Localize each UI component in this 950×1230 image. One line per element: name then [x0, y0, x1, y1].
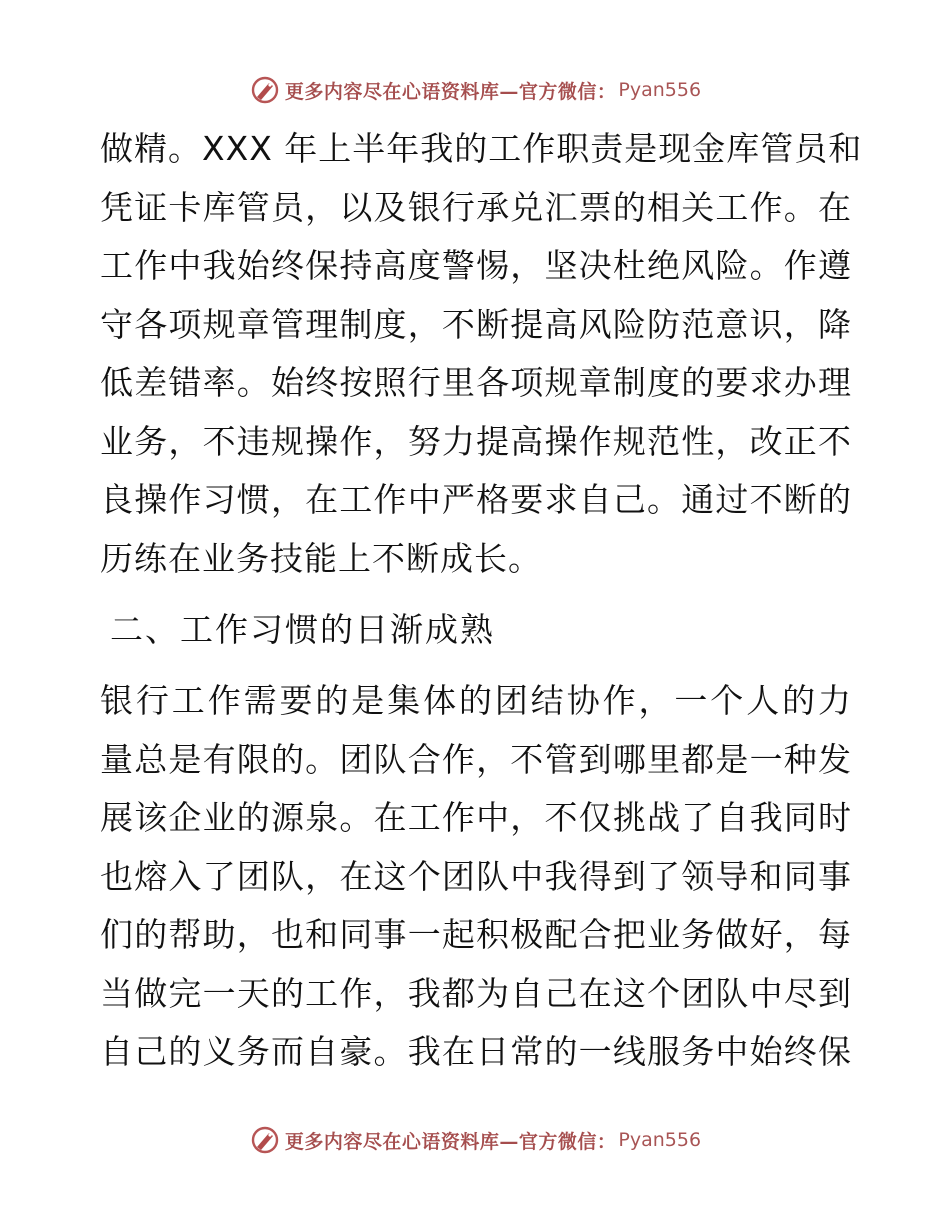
watermark-contact: Pyan556 [618, 79, 702, 101]
footer-watermark [0, 1122, 950, 1158]
text-line: 低差错率。始终按照行里各项规章制度的要求办理 [100, 363, 852, 402]
text-line: 也熔入了团队，在这个团队中我得到了领导和同事 [100, 856, 852, 896]
text-line: 自己的义务而自豪。我在日常的一线服务中始终保 [100, 1032, 852, 1071]
header-watermark [0, 72, 950, 108]
text-line: 展该企业的源泉。在工作中，不仅挑战了自我同时 [100, 798, 852, 837]
text-line: 当做完一天的工作，我都为自己在这个团队中尽到 [100, 973, 852, 1013]
text-line: 工作中我始终保持高度警惕，坚决杜绝风险。作遵 [100, 246, 852, 285]
text-line: 量总是有限的。团队合作，不管到哪里都是一种发 [100, 739, 852, 779]
text-line: 们的帮助，也和同事一起积极配合把业务做好，每 [100, 915, 852, 954]
text-line: 做精。XXX 年上半年我的工作职责是现金库管员和 [100, 129, 863, 168]
text-line: 凭证卡库管员，以及银行承兑汇票的相关工作。在 [100, 187, 852, 227]
pen-nib-logo-icon [249, 1124, 281, 1156]
text-line: 银行工作需要的是集体的团结协作，一个人的力 [100, 681, 852, 720]
pen-nib-logo-icon [249, 74, 281, 106]
text-line: 业务，不违规操作，努力提高操作规范性，改正不 [100, 421, 852, 461]
paragraph-1 [100, 120, 863, 588]
paragraph-2 [100, 672, 852, 1082]
text-line: 守各项规章管理制度，不断提高风险防范意识，降 [100, 304, 852, 344]
text-line: 历练在业务技能上不断成长。 [100, 538, 542, 578]
text-line: 良操作习惯，在工作中严格要求自己。通过不断的 [100, 480, 852, 519]
watermark-text: 更多内容尽在心语资料库—官方微信： [284, 1130, 617, 1153]
watermark-contact: Pyan556 [618, 1129, 702, 1151]
watermark-text: 更多内容尽在心语资料库—官方微信： [284, 80, 617, 103]
section-heading: 二、工作习惯的日渐成熟 [110, 610, 495, 649]
